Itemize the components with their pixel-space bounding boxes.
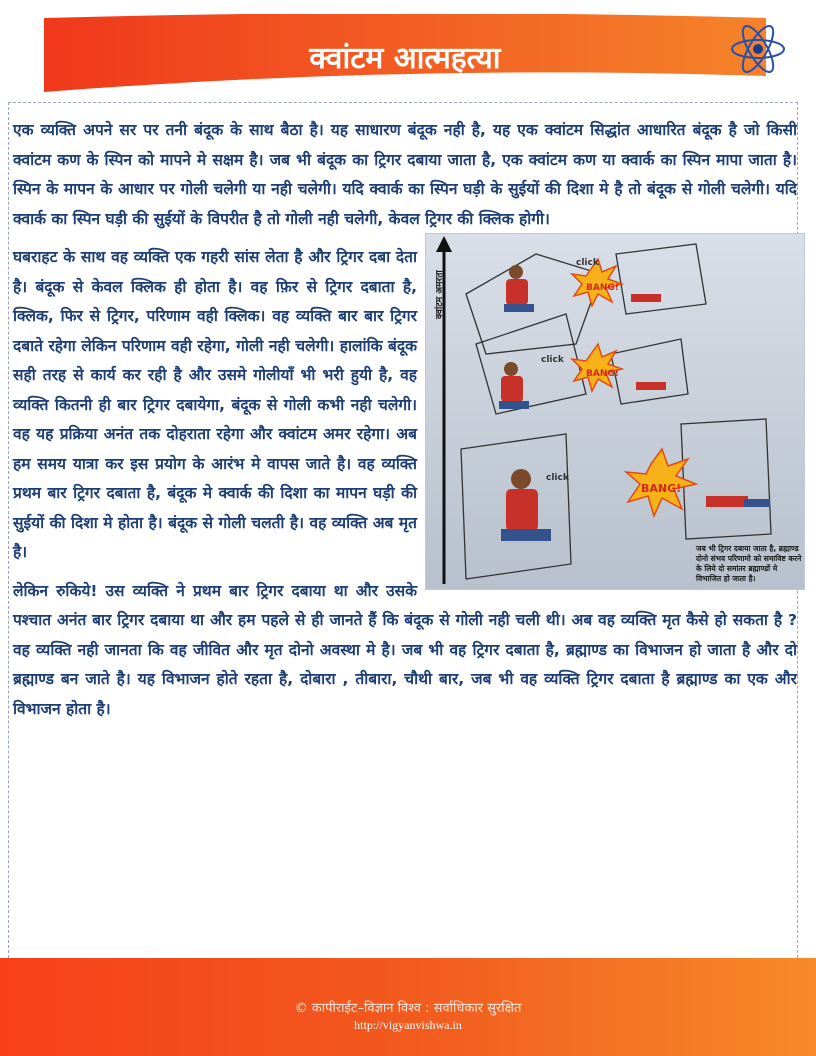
copyright-text: © कापीराईट–विज्ञान विश्व : सर्वाधिकार सुरक्षित: [294, 1001, 522, 1016]
article-body: [13, 116, 802, 733]
click-label-2: click: [541, 355, 564, 365]
paragraph-3: लेकिन रुकिये! उस व्यक्ति ने प्रथम बार ट्रिगर दबाया था और उसके पश्चात अनंत बार ट्रिगर दबाया था और हम पहले से ही जानते हैं कि बंदूक से गोली नही चली थी। अब वह व्यक्ति मृत कैसे हो सकता है ? वह व्यक्ति नही जानता कि वह जीवित और मृत दोनो अवस्था मे है। जब भी वह ट्रिगर दबाता है, ब्रह्माण्ड का विभाजन हो जाता है और दो ब्रह्माण्ड बन जाते है। यह विभाजन होते रहता है, दोबारा , तीबारा, चौथी बार, जब भी वह व्यक्ति ट्रिगर दबाता है ब्रह्माण्ड का एक और विभाजन होता है।: [13, 581, 797, 718]
axis-label: क्वांटम अमरता: [435, 270, 445, 319]
header-banner: [44, 14, 766, 94]
click-label-3: click: [546, 473, 569, 483]
paragraph-2: घबराहट के साथ वह व्यक्ति एक गहरी सांस लेता है और ट्रिगर दबा देता है। बंदूक से केवल क्लिक ही होता है। वह फ़िर से ट्रिगर दबाता है, क्लिक, फिर से ट्रिगर, परिणाम वही क्लिक। वह व्यक्ति बार बार ट्रिगर दबाते रहेगा लेकिन परिणाम वही रहेगा, गोली नही चलेगी। हालांकि बंदूक सही तरह से कार्य कर रही है और उसमे गोलीयाँ भी भरी हुयी है, वह व्यक्ति कितनी ही बार ट्रिगर दबायेगा, बंदूक से गोली कभी नही चलेगी। वह यह प्रक्रिया अनंत तक दोहराता रहेगा और क्वांटम अमर रहेगा। अब हम समय यात्रा कर इस प्रयोग के आरंभ मे वापस जाते है। वह व्यक्ति प्रथम बार ट्रिगर दबाता है, बंदूक मे क्वार्क की दिशा का मापन घड़ी की सुईयों की दिशा मे होता है। बंदूक से गोली चलती है। वह व्यक्ति अब मृत है।: [13, 248, 417, 561]
footer: [0, 958, 816, 1056]
bang-label-1: BANG!: [586, 283, 619, 293]
quantum-immortality-illustration: [425, 233, 805, 590]
paragraph-1: एक व्यक्ति अपने सर पर तनी बंदूक के साथ बैठा है। यह साधारण बंदूक नही है, यह एक क्वांटम सिद्धांत आधारित बंदूक है जो किसी क्वांटम कण के स्पिन को मापने मे सक्षम है। जब भी बंदूक का ट्रिगर दबाया जाता है, एक क्वांटम कण या क्वार्क का स्पिन मापा जाता है। स्पिन के मापन के आधार पर गोली चलेगी या नही चलेगी। यदि क्वार्क का स्पिन घड़ी के सुईयों की दिशा मे है तो बंदूक से गोली चलेगी। यदि क्वार्क का स्पिन घड़ी की सुईयों के विपरीत है तो गोली नही चलेगी, केवल ट्रिगर की क्लिक होगी।: [13, 121, 797, 228]
click-label-1: click: [576, 258, 599, 268]
bang-label-2: BANG!: [586, 369, 619, 379]
figure-caption: जब भी ट्रिगर दबाया जाता है, ब्रह्माण्ड दोनो संभव परिणामो को समाविष्ट करने के लिये दो समांतर ब्रह्माण्डों मे विभाजित हो जाता है।: [696, 544, 802, 583]
logo-text: विज्ञान विश्व: [735, 83, 781, 94]
site-url-link[interactable]: http://vigyanvishwa.in: [354, 1018, 462, 1032]
bang-label-3: BANG!: [641, 482, 682, 495]
page-title: क्वांटम आत्महत्या: [309, 41, 501, 76]
